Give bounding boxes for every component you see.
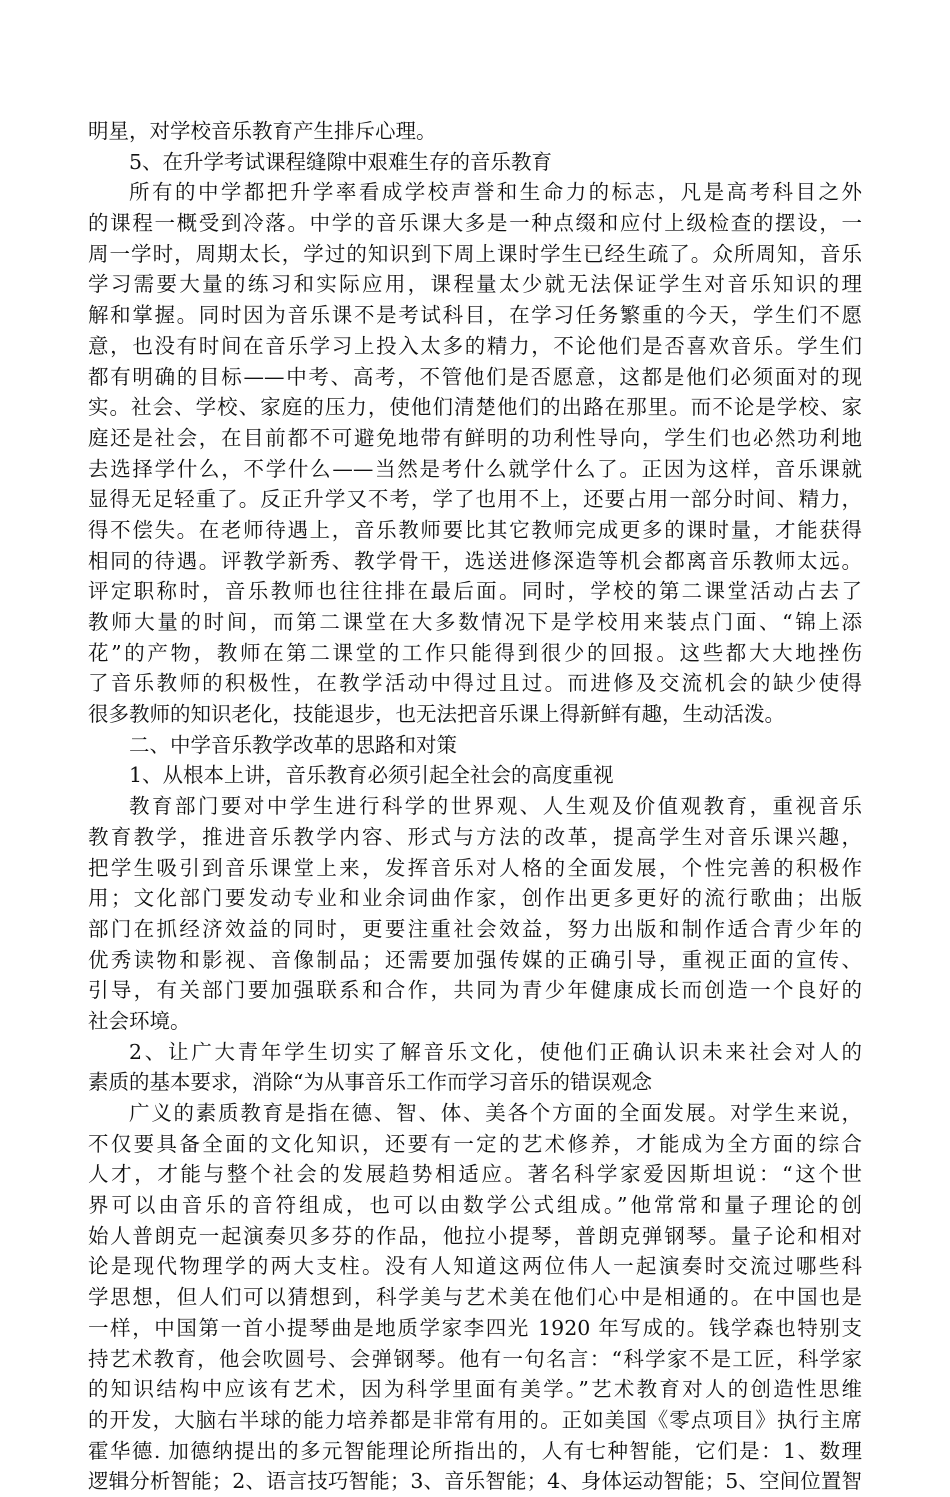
text-line: 教育部门要对中学生进行科学的世界观、人生观及价值观教育，重视音乐 xyxy=(129,794,862,819)
text-line: 用；文化部门要发动专业和业余词曲作家，创作出更多更好的流行歌曲；出版 xyxy=(88,886,862,911)
text-line: 广义的素质教育是指在德、智、体、美各个方面的全面发展。对学生来说， xyxy=(129,1101,862,1125)
text-line: 1、从根本上讲，音乐教育必须引起全社会的高度重视 xyxy=(129,763,614,788)
text-line: 一样，中国第一首小提琴曲是地质学家李四光 1920 年写成的。钱学森也特别支 xyxy=(88,1315,862,1340)
text-line: 不仅要具备全面的文化知识，还要有一定的艺术修养，才能成为全方面的综合 xyxy=(88,1131,862,1156)
text-line: 持艺术教育，他会吹圆号、会弹钢琴。他有一句名言：“科学家不是工匠，科学家 xyxy=(88,1346,862,1371)
text-line: 二、中学音乐教学改革的思路和对策 xyxy=(129,732,457,757)
text-line: 周一学时，周期太长，学过的知识到下周上课时学生已经生疏了。众所周知，音乐 xyxy=(88,241,862,266)
text-line: 很多教师的知识老化，技能退步，也无法把音乐课上得新鲜有趣，生动活泼。 xyxy=(88,702,785,727)
text-line: 教师大量的时间，而第二课堂在大多数情况下是学校用来装点门面、“锦上添 xyxy=(88,610,862,634)
text-line: 的课程一概受到冷落。中学的音乐课大多是一种点缀和应付上级检查的摆设，一 xyxy=(88,211,862,236)
text-line: 人才，才能与整个社会的发展趋势相适应。著名科学家爱因斯坦说：“这个世 xyxy=(88,1162,862,1187)
text-line: 所有的中学都把升学率看成学校声誉和生命力的标志，凡是高考科目之外 xyxy=(129,180,862,205)
text-line: 学思想，但人们可以猜想到，科学美与艺术美在他们心中是相通的。在中国也是 xyxy=(88,1285,862,1310)
text-line: 实。社会、学校、家庭的压力，使他们清楚他们的出路在那里。而不论是学校、家 xyxy=(88,395,862,420)
text-line: 评定职称时，音乐教师也往往排在最后面。同时，学校的第二课堂活动占去了 xyxy=(88,579,862,604)
text-line: 5、在升学考试课程缝隙中艰难生存的音乐教育 xyxy=(129,149,553,174)
text-line: 意，也没有时间在音乐学习上投入太多的精力，不论他们是否喜欢音乐。学生们 xyxy=(88,333,862,358)
text-line: 显得无足轻重了。反正升学又不考，学了也用不上，还要占用一部分时间、精力， xyxy=(88,487,862,512)
document-page xyxy=(88,116,862,1497)
text-line: 花”的产物，教师在第二课堂的工作只能得到很少的回报。这些都大大地挫伤 xyxy=(88,640,862,665)
text-line: 的开发，大脑右半球的能力培养都是非常有用的。正如美国《零点项目》执行主席 xyxy=(88,1407,862,1432)
text-line: 界可以由音乐的音符组成，也可以由数学公式组成。”他常常和量子理论的创 xyxy=(88,1193,862,1218)
text-line: 庭还是社会，在目前都不可避免地带有鲜明的功利性导向，学生们也必然功利地 xyxy=(88,425,862,450)
text-line: 逻辑分析智能；2、语言技巧智能；3、音乐智能；4、身体运动智能；5、空间位置智 xyxy=(88,1469,862,1494)
text-line: 解和掌握。同时因为音乐课不是考试科目，在学习任务繁重的今天，学生们不愿 xyxy=(88,303,862,328)
text-line: 社会环境。 xyxy=(88,1008,191,1033)
text-line: 优秀读物和影视、音像制品；还需要加强传媒的正确引导，重视正面的宣传、 xyxy=(88,947,862,972)
text-line: 引导，有关部门要加强联系和合作，共同为青少年健康成长而创造一个良好的 xyxy=(88,978,862,1003)
text-line: 2、让广大青年学生切实了解音乐文化，使他们正确认识未来社会对人的 xyxy=(129,1039,862,1064)
text-line: 论是现代物理学的两大支柱。没有人知道这两位伟人一起演奏时交流过哪些科 xyxy=(88,1254,862,1279)
text-line: 的知识结构中应该有艺术，因为科学里面有美学。”艺术教育对人的创造性思维 xyxy=(88,1377,862,1402)
text-line: 去选择学什么，不学什么——当然是考什么就学什么了。正因为这样，音乐课就 xyxy=(88,456,862,481)
text-line: 把学生吸引到音乐课堂上来，发挥音乐对人格的全面发展，个性完善的积极作 xyxy=(88,855,862,880)
text-line: 相同的待遇。评教学新秀、教学骨干，选送进修深造等机会都离音乐教师太远。 xyxy=(88,548,862,573)
text-line: 得不偿失。在老师待遇上，音乐教师要比其它教师完成更多的课时量，才能获得 xyxy=(88,517,862,542)
text-line: 都有明确的目标——中考、高考，不管他们是否愿意，这都是他们必须面对的现 xyxy=(88,364,862,389)
text-line: 明星，对学校音乐教育产生排斥心理。 xyxy=(88,119,437,143)
text-line: 了音乐教师的积极性，在教学活动中得过且过。而进修及交流机会的缺少使得 xyxy=(88,671,862,696)
text-line: 霍华德. 加德纳提出的多元智能理论所指出的，人有七种智能，它们是：1、数理 xyxy=(88,1438,862,1463)
text-line: 教育教学，推进音乐教学内容、形式与方法的改革，提高学生对音乐课兴趣， xyxy=(88,824,862,849)
text-line: 学习需要大量的练习和实际应用，课程量太少就无法保证学生对音乐知识的理 xyxy=(88,272,862,297)
text-line: 始人普朗克一起演奏贝多芬的作品，他拉小提琴，普朗克弹钢琴。量子论和相对 xyxy=(88,1223,862,1248)
text-line: 部门在抓经济效益的同时，更要注重社会效益，努力出版和制作适合青少年的 xyxy=(88,916,862,941)
text-line: 素质的基本要求，消除“为从事音乐工作而学习音乐的错误观念 xyxy=(88,1070,652,1095)
